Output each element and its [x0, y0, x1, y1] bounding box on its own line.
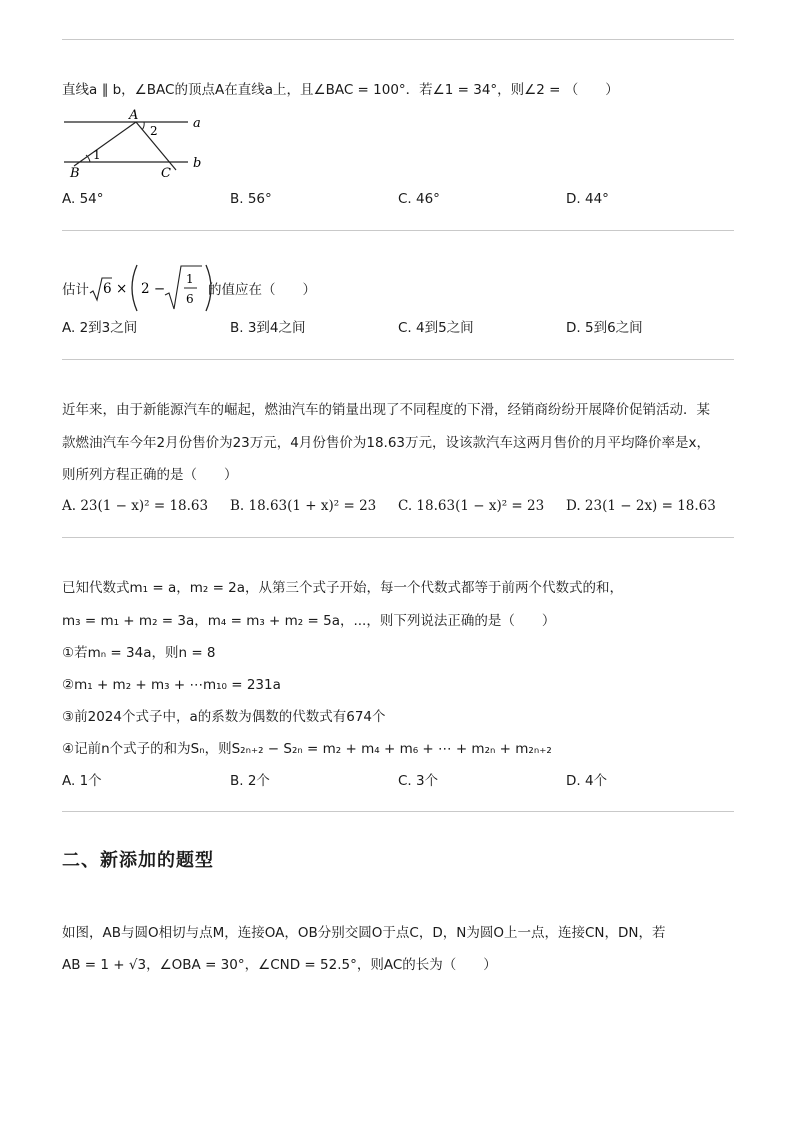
separator-top: [62, 39, 734, 40]
q1-stem: 直线a ∥ b，∠BAC的顶点A在直线a上，且∠BAC = 100°．若∠1 = 34°，则∠2 = （ ）: [62, 82, 619, 98]
q4-option-b[interactable]: B. 2个: [230, 773, 270, 789]
q4-line-1: 已知代数式m₁ = a，m₂ = 2a，从第三个式子开始，每一个代数式都等于前两个代数式的和，: [62, 580, 624, 596]
q2-times: ×: [116, 281, 128, 297]
q4-statement-3: ③前2024个式子中，a的系数为偶数的代数式有674个: [62, 709, 386, 725]
q2-stem-post: 的值应在（ ）: [208, 282, 316, 298]
q2-expression: [89, 262, 219, 314]
q4-line-2: m₃ = m₁ + m₂ = 3a，m₄ = m₃ + m₂ = 5a，...，则下列说法正确的是（ ）: [62, 613, 556, 629]
q2-sqrt6-radicand: 6: [103, 281, 112, 297]
q1-figure: [60, 104, 210, 180]
q4-statement-4: ④记前n个式子的和为Sₙ，则S₂ₙ₊₂ − S₂ₙ = m₂ + m₄ + m₆ + ⋯ + m₂ₙ + m₂ₙ₊₂: [62, 741, 552, 757]
fig-label-a: a: [193, 116, 201, 131]
q2-option-a[interactable]: A. 2到3之间: [62, 320, 138, 336]
q2-stem: [62, 262, 362, 314]
separator-4: [62, 811, 734, 812]
fig-label-B: B: [70, 166, 80, 180]
q2-frac-num: 1: [186, 272, 194, 286]
q3-line-3: 则所列方程正确的是（ ）: [62, 467, 238, 483]
fig-label-b: b: [193, 156, 202, 171]
section-title: 二、新添加的题型: [62, 850, 214, 871]
q2-stem-pre: 估计: [62, 282, 89, 298]
q3-option-c[interactable]: C. 18.63(1 − x)² = 23: [398, 498, 545, 514]
q2-option-b[interactable]: B. 3到4之间: [230, 320, 306, 336]
q4-option-d[interactable]: D. 4个: [566, 773, 608, 789]
q2-frac-den: 6: [186, 292, 194, 306]
q2-option-d[interactable]: D. 5到6之间: [566, 320, 643, 336]
separator-3: [62, 537, 734, 538]
q5-line-1: 如图，AB与圆O相切与点M，连接OA，OB分别交圆O于点C，D，N为圆O上一点，连接CN，DN，若: [62, 925, 666, 941]
q1-option-d[interactable]: D. 44°: [566, 191, 609, 207]
q1-option-c[interactable]: C. 46°: [398, 191, 440, 207]
q3-option-b[interactable]: B. 18.63(1 + x)² = 23: [230, 498, 377, 514]
separator-2: [62, 359, 734, 360]
q4-option-a[interactable]: A. 1个: [62, 773, 102, 789]
q2-option-c[interactable]: C. 4到5之间: [398, 320, 474, 336]
fig-label-A: A: [129, 108, 139, 123]
q1-option-b[interactable]: B. 56°: [230, 191, 272, 207]
q3-option-d[interactable]: D. 23(1 − 2x) = 18.63: [566, 498, 716, 514]
q1-option-a[interactable]: A. 54°: [62, 191, 104, 207]
q5-line-2: AB = 1 + √3，∠OBA = 30°，∠CND = 52.5°，则AC的长为（ ）: [62, 957, 497, 973]
separator-1: [62, 230, 734, 231]
q3-line-2: 款燃油汽车今年2月份售价为23万元，4月份售价为18.63万元，设该款汽车这两月售价的月平均降价率是x，: [62, 435, 710, 451]
fig-label-1: 1: [93, 148, 101, 162]
q2-two-minus: 2 −: [141, 281, 166, 297]
q3-option-a[interactable]: A. 23(1 − x)² = 18.63: [62, 498, 209, 514]
fig-label-C: C: [161, 166, 171, 180]
q3-line-1: 近年来，由于新能源汽车的崛起，燃油汽车的销量出现了不同程度的下滑，经销商纷纷开展降价促销活动．某: [62, 402, 710, 418]
q4-statement-1: ①若mₙ = 34a，则n = 8: [62, 645, 216, 661]
q4-statement-2: ②m₁ + m₂ + m₃ + ⋯m₁₀ = 231a: [62, 677, 281, 693]
fig-label-2: 2: [150, 124, 158, 138]
q4-option-c[interactable]: C. 3个: [398, 773, 439, 789]
